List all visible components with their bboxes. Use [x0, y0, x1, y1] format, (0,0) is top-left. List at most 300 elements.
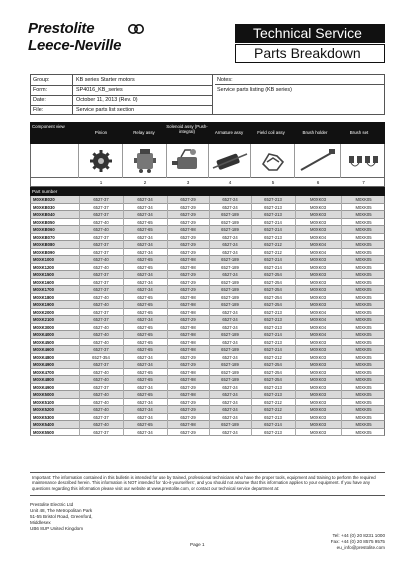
part-number-cell: M0XK4900 — [33, 384, 54, 390]
column-divider — [341, 249, 342, 257]
disclaimer-text: Important: The information contained in this bulletin is intended for use by trained, professional technicians who have the proper tools, equipment and training to perform the required maintenance described herein. This information is NOT intended for 'do-it-yourselfers', and you should not assume that this information applies to your equipment. If you have any questions regarding this information please visit our website at www.prestolite.com, or contact our technical service department at: — [30, 472, 385, 496]
table-cell: 6527-213 — [264, 197, 282, 202]
table-row — [30, 264, 385, 272]
part-number-cell: M0XKB090 — [33, 249, 55, 255]
header-solenoid-assy: Solenoid assy (Push-integral) — [166, 124, 208, 134]
column-divider — [251, 391, 252, 399]
table-cell: M0XK05 — [355, 249, 372, 255]
table-cell: M0XK04 — [309, 234, 327, 240]
table-row — [30, 421, 385, 429]
column-divider — [209, 256, 210, 264]
column-divider — [295, 354, 296, 362]
column-divider — [167, 234, 168, 242]
column-divider — [251, 234, 252, 242]
table-cell: 6527-24 — [222, 234, 238, 240]
table-cell: 6527-24 — [222, 317, 238, 322]
column-divider — [167, 384, 168, 392]
column-divider — [167, 219, 168, 227]
table-cell: 6527-34 — [137, 354, 153, 360]
table-cell: 6527-29 — [180, 272, 196, 277]
table-cell: M0XK05 — [355, 347, 372, 352]
column-divider — [341, 324, 342, 332]
table-row — [30, 331, 385, 339]
column-divider — [79, 279, 80, 287]
table-cell: 6527-213 — [264, 309, 282, 315]
brand-mark-icon — [128, 22, 144, 36]
table-cell: M0XK05 — [355, 302, 372, 307]
table-cell: 6527-29 — [180, 407, 196, 412]
info-value-group: KB series Starter motors — [73, 75, 213, 85]
company-address — [30, 502, 190, 532]
table-cell: M0XK05 — [355, 354, 372, 360]
column-divider — [251, 369, 252, 377]
column-divider — [209, 331, 210, 339]
header-brush-holder: Brush holder — [302, 130, 328, 135]
table-row — [30, 301, 385, 309]
table-row — [30, 196, 385, 204]
table-row — [30, 384, 385, 392]
image-cell-blank — [31, 144, 79, 178]
column-divider — [79, 271, 80, 279]
table-cell: 6527-254 — [264, 302, 282, 307]
table-cell: 6527-34 — [137, 414, 153, 420]
solenoid-icon — [167, 144, 209, 178]
table-cell: 6527-37 — [93, 242, 109, 247]
table-cell: 6527-214 — [264, 227, 282, 232]
table-row — [30, 234, 385, 242]
table-cell: M0XK03 — [309, 384, 327, 390]
column-numbers-row — [30, 178, 385, 187]
table-cell: M0XK05 — [355, 204, 372, 210]
column-divider — [209, 346, 210, 354]
column-divider — [167, 279, 168, 287]
column-divider — [123, 271, 124, 279]
table-cell: 6527-213 — [264, 384, 282, 390]
table-cell: M0XK03 — [309, 257, 327, 262]
armature-image — [209, 144, 251, 178]
table-cell: M0XK04 — [309, 242, 327, 247]
table-cell: 6527-98 — [180, 309, 196, 315]
column-divider — [79, 421, 80, 429]
column-divider — [167, 294, 168, 302]
column-divider — [167, 346, 168, 354]
column-divider — [123, 406, 124, 414]
table-cell: 6527-98 — [180, 422, 196, 427]
table-cell: 6527-65 — [137, 422, 153, 427]
table-cell: 6527-24 — [222, 197, 238, 202]
table-cell: M0XK05 — [355, 287, 372, 292]
table-cell: M0XK05 — [355, 414, 372, 420]
column-divider — [341, 346, 342, 354]
table-cell: 6527-34 — [137, 204, 153, 210]
column-divider — [79, 309, 80, 317]
part-number-cell: M0XKB050 — [33, 219, 55, 225]
column-divider — [209, 414, 210, 422]
column-divider — [123, 339, 124, 347]
part-number-cell: M0XK1500 — [33, 272, 54, 277]
table-cell: 6527-189 — [221, 369, 239, 375]
column-divider — [209, 219, 210, 227]
table-cell: 6527-24 — [222, 249, 238, 255]
table-cell: M0XK04 — [309, 332, 327, 337]
column-divider — [341, 414, 342, 422]
table-cell: M0XK03 — [309, 219, 327, 225]
armature-icon — [209, 144, 251, 178]
table-cell: M0XK05 — [355, 234, 372, 240]
table-row — [30, 219, 385, 227]
column-divider — [123, 354, 124, 362]
table-cell: 6527-65 — [137, 257, 153, 262]
part-number-label: Part number — [32, 189, 58, 194]
table-cell: 6527-37 — [93, 362, 109, 367]
table-cell: 6527-214 — [264, 422, 282, 427]
column-divider — [295, 429, 296, 437]
column-divider — [209, 429, 210, 437]
table-cell: 6527-213 — [264, 339, 282, 345]
column-divider — [79, 301, 80, 309]
column-divider — [295, 301, 296, 309]
column-divider — [123, 219, 124, 227]
column-divider — [167, 211, 168, 219]
table-cell: M0XK04 — [309, 309, 327, 315]
address-line: UB6 8UP United Kingdom — [30, 526, 84, 531]
column-divider — [167, 249, 168, 257]
table-cell: 6527-29 — [180, 234, 196, 240]
column-divider — [167, 354, 168, 362]
table-row — [30, 346, 385, 354]
column-divider — [209, 234, 210, 242]
column-divider — [79, 376, 80, 384]
table-cell: 6527-40 — [93, 302, 109, 307]
column-divider — [123, 376, 124, 384]
table-cell: 6527-24 — [222, 272, 238, 277]
table-cell: 6527-29 — [180, 197, 196, 202]
column-divider — [79, 196, 80, 204]
column-divider — [123, 241, 124, 249]
column-divider — [341, 219, 342, 227]
table-cell: 6527-34 — [137, 362, 153, 367]
table-cell: M0XK05 — [355, 362, 372, 367]
column-divider — [79, 219, 80, 227]
part-number-cell: M0XK4800 — [33, 354, 54, 360]
table-cell: 6527-189 — [221, 422, 239, 427]
column-divider — [341, 294, 342, 302]
table-cell: M0XK04 — [309, 324, 327, 330]
table-cell: M0XK05 — [355, 257, 372, 262]
column-divider — [251, 204, 252, 212]
part-number-cell: M0XKB040 — [33, 212, 55, 217]
table-row — [30, 399, 385, 407]
table-cell: 6527-65 — [137, 227, 153, 232]
table-cell: 6527-213 — [264, 324, 282, 330]
column-divider — [295, 256, 296, 264]
address-line: Unit 48, The Metropolitan Park — [30, 508, 93, 513]
field-coil-image — [251, 144, 295, 178]
table-cell: 6527-34 — [137, 384, 153, 390]
table-row — [30, 376, 385, 384]
column-divider — [209, 309, 210, 317]
table-cell: 6527-40 — [93, 264, 109, 270]
table-cell: 6527-189 — [221, 264, 239, 270]
column-divider — [251, 339, 252, 347]
table-cell: 6527-29 — [180, 279, 196, 285]
table-row — [30, 369, 385, 377]
column-divider — [209, 301, 210, 309]
part-number-cell: M0XK4500 — [33, 339, 54, 345]
table-cell: 6527-98 — [180, 264, 196, 270]
column-divider — [79, 414, 80, 422]
contact-email[interactable]: eu_info@prestolite.com — [336, 545, 385, 550]
part-number-cell: M0XKB020 — [33, 197, 55, 202]
company-logo — [28, 20, 178, 70]
column-divider — [295, 211, 296, 219]
column-divider — [79, 369, 80, 377]
table-cell: 6527-189 — [221, 347, 239, 352]
column-divider — [167, 324, 168, 332]
column-divider — [295, 309, 296, 317]
column-number: 3 — [186, 180, 190, 185]
column-divider — [123, 384, 124, 392]
page-title: Technical Service — [235, 24, 385, 43]
table-cell: 6527-34 — [137, 234, 153, 240]
table-cell: 6527-29 — [180, 249, 196, 255]
column-divider — [167, 286, 168, 294]
table-cell: 6527-189 — [221, 257, 239, 262]
table-cell: M0XK03 — [309, 422, 327, 427]
table-cell: 6527-29 — [180, 354, 196, 360]
column-divider — [251, 316, 252, 324]
column-divider — [123, 391, 124, 399]
table-cell: 6527-29 — [180, 219, 196, 225]
part-number-cell: M0XK4700 — [33, 369, 54, 375]
table-row — [30, 204, 385, 212]
table-cell: 6527-189 — [221, 362, 239, 367]
column-divider — [167, 421, 168, 429]
column-number: 2 — [143, 180, 147, 185]
table-cell: 6527-214 — [264, 347, 282, 352]
contact-fax: Fax: +44 (0) 20 8575 9575 — [330, 539, 385, 544]
table-row — [30, 324, 385, 332]
column-divider — [209, 361, 210, 369]
table-cell: M0XK05 — [355, 264, 372, 270]
table-cell: M0XK03 — [309, 197, 327, 202]
column-divider — [341, 301, 342, 309]
column-divider — [251, 256, 252, 264]
column-divider — [251, 406, 252, 414]
column-divider — [341, 196, 342, 204]
table-row — [30, 271, 385, 279]
part-number-cell: M0XKB080 — [33, 242, 55, 247]
pinion-gear-icon — [79, 144, 123, 178]
table-cell: M0XK05 — [355, 197, 372, 202]
table-cell: 6527-34 — [137, 242, 153, 247]
column-divider — [251, 376, 252, 384]
table-row — [30, 429, 385, 437]
table-cell: 6527-40 — [93, 377, 109, 382]
table-cell: 6527-29 — [180, 242, 196, 247]
column-divider — [295, 226, 296, 234]
column-divider — [123, 346, 124, 354]
column-divider — [341, 211, 342, 219]
column-divider — [123, 249, 124, 257]
table-cell: 6527-40 — [93, 422, 109, 427]
table-cell: 6527-189 — [221, 302, 239, 307]
table-cell: M0XK05 — [355, 377, 372, 382]
table-cell: 6527-212 — [264, 354, 282, 360]
column-divider — [295, 421, 296, 429]
table-cell: M0XK05 — [355, 384, 372, 390]
column-divider — [209, 369, 210, 377]
table-cell: 6527-37 — [93, 414, 109, 420]
header-component-view: Component view — [32, 124, 65, 129]
column-number: 1 — [99, 180, 103, 185]
table-cell: 6527-65 — [137, 324, 153, 330]
table-cell: 6527-34 — [137, 272, 153, 277]
column-divider — [251, 421, 252, 429]
column-number: 5 — [271, 180, 275, 185]
table-cell: M0XK03 — [309, 279, 327, 285]
column-divider — [341, 421, 342, 429]
table-row — [30, 241, 385, 249]
part-number-cell: M0XK1800 — [33, 294, 54, 300]
column-divider — [251, 309, 252, 317]
column-divider — [123, 309, 124, 317]
part-number-cell: M0XKB030 — [33, 204, 55, 210]
column-divider — [123, 324, 124, 332]
table-cell: 6527-189 — [221, 287, 239, 292]
table-cell: 6527-214 — [264, 332, 282, 337]
column-divider — [251, 219, 252, 227]
info-value-file: Service parts list section — [73, 105, 213, 115]
table-cell: 6527-40 — [93, 219, 109, 225]
column-divider — [251, 264, 252, 272]
column-divider — [295, 339, 296, 347]
table-row — [30, 354, 385, 362]
table-cell: M0XK05 — [355, 332, 372, 337]
table-cell: 6527-254 — [264, 287, 282, 292]
column-divider — [251, 331, 252, 339]
column-divider — [209, 391, 210, 399]
column-divider — [251, 249, 252, 257]
column-divider — [295, 324, 296, 332]
relay-icon — [123, 144, 167, 178]
column-divider — [167, 256, 168, 264]
table-cell: M0XK03 — [309, 414, 327, 420]
table-cell: M0XK05 — [355, 422, 372, 427]
table-cell: M0XK03 — [309, 212, 327, 217]
column-divider — [251, 271, 252, 279]
column-divider — [79, 429, 80, 437]
parts-table-header — [30, 122, 385, 144]
column-divider — [209, 324, 210, 332]
table-cell: M0XK03 — [309, 227, 327, 232]
table-row — [30, 256, 385, 264]
column-divider — [295, 196, 296, 204]
column-divider — [251, 324, 252, 332]
table-cell: M0XK05 — [355, 392, 372, 397]
table-cell: 6527-213 — [264, 212, 282, 217]
table-row — [30, 249, 385, 257]
address-line: Middlesex — [30, 520, 51, 525]
column-divider — [123, 316, 124, 324]
table-cell: 6527-98 — [180, 332, 196, 337]
table-cell: 6527-212 — [264, 407, 282, 412]
table-cell: M0XK03 — [309, 392, 327, 397]
table-row — [30, 391, 385, 399]
table-cell: 6527-34 — [137, 287, 153, 292]
column-divider — [295, 249, 296, 257]
table-cell: M0XK03 — [309, 369, 327, 375]
table-cell: 6527-65 — [137, 219, 153, 225]
column-divider — [341, 264, 342, 272]
column-divider — [251, 286, 252, 294]
column-divider — [251, 211, 252, 219]
table-cell: 6527-34 — [137, 212, 153, 217]
table-cell: M0XK03 — [309, 354, 327, 360]
column-divider — [167, 226, 168, 234]
table-row — [30, 286, 385, 294]
column-divider — [341, 316, 342, 324]
column-divider — [295, 279, 296, 287]
column-divider — [341, 399, 342, 407]
table-cell: 6527-98 — [180, 257, 196, 262]
part-number-cell: M0XK5400 — [33, 422, 54, 427]
column-divider — [167, 406, 168, 414]
column-divider — [295, 264, 296, 272]
table-cell: M0XK03 — [309, 399, 327, 405]
column-divider — [251, 294, 252, 302]
column-divider — [251, 301, 252, 309]
contact-info — [290, 533, 385, 551]
column-divider — [79, 391, 80, 399]
column-divider — [79, 331, 80, 339]
column-divider — [209, 196, 210, 204]
part-number-cell: M0XK1000 — [33, 257, 54, 262]
table-cell: M0XK05 — [355, 309, 372, 315]
table-cell: 6527-24 — [222, 414, 238, 420]
column-divider — [123, 256, 124, 264]
brush-holder-image — [295, 144, 341, 178]
table-cell: 6527-254 — [264, 272, 282, 277]
table-cell: M0XK05 — [355, 272, 372, 277]
table-cell: M0XK03 — [309, 302, 327, 307]
column-divider — [209, 354, 210, 362]
table-cell: 6527-65 — [137, 264, 153, 270]
table-cell: 6527-213 — [264, 317, 282, 322]
table-cell: 6527-24 — [222, 399, 238, 405]
info-value-date: October 11, 2013 (Rev. 0) — [73, 95, 213, 105]
table-row — [30, 414, 385, 422]
table-cell: 6527-65 — [137, 339, 153, 345]
table-cell: 6527-214 — [264, 219, 282, 225]
column-divider — [123, 301, 124, 309]
table-cell: M0XK04 — [309, 317, 327, 322]
table-cell: M0XK05 — [355, 242, 372, 247]
column-divider — [341, 354, 342, 362]
column-divider — [341, 271, 342, 279]
table-cell: M0XK03 — [309, 287, 327, 292]
table-row — [30, 226, 385, 234]
table-cell: 6527-213 — [264, 414, 282, 420]
column-divider — [295, 399, 296, 407]
column-divider — [341, 256, 342, 264]
info-label-form: Form: — [31, 85, 73, 95]
table-cell: 6527-34 — [137, 429, 153, 435]
column-divider — [123, 279, 124, 287]
column-divider — [167, 331, 168, 339]
column-divider — [341, 204, 342, 212]
table-cell: 6527-214 — [264, 264, 282, 270]
